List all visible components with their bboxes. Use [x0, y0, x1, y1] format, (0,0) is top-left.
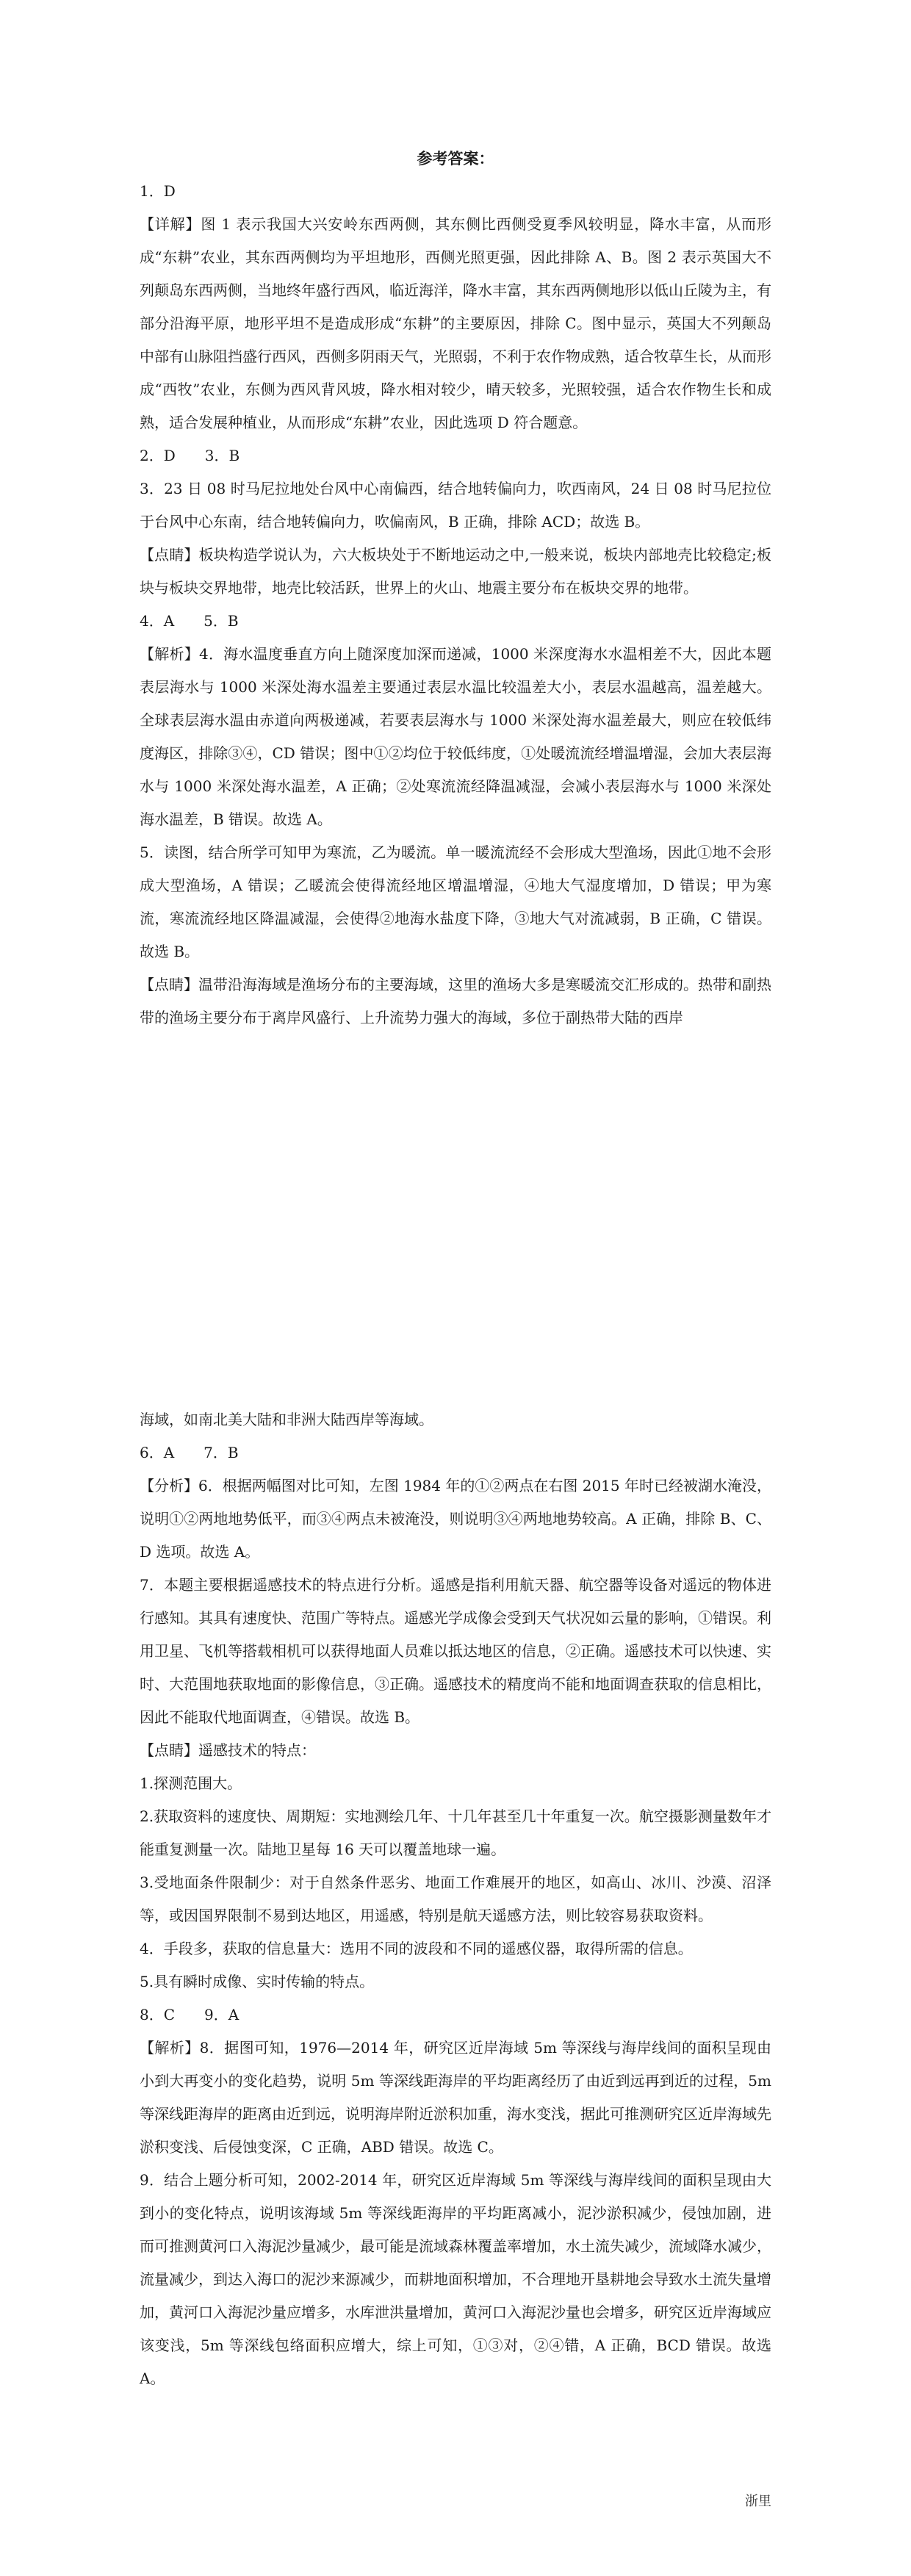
- explanation-paragraph: 3.受地面条件限制少：对于自然条件恶劣、地面工作难展开的地区，如高山、冰川、沙漠、沼泽等，或因国界限制不易到达地区，用遥感，特别是航天遥感方法，则比较容易获取资料。: [140, 1874, 771, 1924]
- explanation-paragraph: 【点睛】温带沿海海域是渔场分布的主要海域，这里的渔场大多是寒暖流交汇形成的。热带和副热带的渔场主要分布于离岸风盛行、上升流势力强大的海域，多位于副热带大陆的西岸: [140, 976, 771, 1026]
- answer-key-line: 2．D 3．B: [140, 447, 240, 464]
- explanation-paragraph: 3．23 日 08 时马尼拉地处台风中心南偏西，结合地转偏向力，吹西南风，24 日 08 时马尼拉位于台风中心东南，结合地转偏向力，吹偏南风，B 正确，排除 ACD；故选 B。: [140, 480, 771, 530]
- answer-key-line: 1．D: [140, 182, 176, 200]
- page-footer: 浙里: [745, 2494, 771, 2509]
- explanation-paragraph: 2.获取资料的速度快、周期短：实地测绘几年、十几年甚至几十年重复一次。航空摄影测量数年才能重复测量一次。陆地卫星每 16 天可以覆盖地球一遍。: [140, 1807, 771, 1858]
- explanation-paragraph: 【解析】8．据图可知，1976—2014 年，研究区近岸海域 5m 等深线与海岸线间的面积呈现由小到大再变小的变化趋势，说明 5m 等深线距海岸的平均距离经历了由近到远再到近的过程，5m 等深线距海岸的距离由近到远，说明海岸附近淤积加重，海水变浅，据此可推测研究区近岸海域先淤积变浅、后侵蚀变深，C 正确，ABD 错误。故选 C。: [140, 2039, 771, 2156]
- explanation-paragraph: 【分析】6．根据两幅图对比可知，左图 1984 年的①②两点在右图 2015 年时已经被湖水淹没，说明①②两地地势低平，而③④两点未被淹没，则说明③④两地地势较高。A 正确，排除 B、C、D 选项。故选 A。: [140, 1477, 771, 1561]
- explanation-paragraph: 1.探测范围大。: [140, 1774, 242, 1792]
- explanation-paragraph: 4．手段多，获取的信息量大：选用不同的波段和不同的遥感仪器，取得所需的信息。: [140, 1940, 693, 1957]
- explanation-paragraph: 海域，如南北美大陆和非洲大陆西岸等海域。: [140, 1411, 433, 1428]
- answer-block-lower: [140, 1403, 771, 2395]
- answer-key-line: 6．A 7．B: [140, 1444, 239, 1461]
- answer-block-upper: [140, 175, 771, 1035]
- explanation-paragraph: 5.具有瞬时成像、实时传输的特点。: [140, 1973, 375, 1990]
- page-title: 参考答案：: [417, 150, 494, 168]
- explanation-paragraph: 7．本题主要根据遥感技术的特点进行分析。遥感是指利用航天器、航空器等设备对遥远的物体进行感知。其具有速度快、范围广等特点。遥感光学成像会受到天气状况如云量的影响，①错误。利用卫星、飞机等搭载相机可以获得地面人员难以抵达地区的信息，②正确。遥感技术可以快速、实时、大范围地获取地面的影像信息，③正确。遥感技术的精度尚不能和地面调查获取的信息相比，因此不能取代地面调查，④错误。故选 B。: [140, 1576, 771, 1726]
- answer-key-line: 8．C 9．A: [140, 2006, 240, 2023]
- explanation-paragraph: 5．读图，结合所学可知甲为寒流，乙为暖流。单一暖流流经不会形成大型渔场，因此①地不会形成大型渔场，A 错误；乙暖流会使得流经地区增温增湿，④地大气湿度增加，D 错误；甲为寒流，寒流流经地区降温减湿，会使得②地海水盐度下降，③地大气对流减弱，B 正确，C 错误。故选 B。: [140, 843, 771, 960]
- explanation-paragraph: 【点睛】遥感技术的特点：: [140, 1741, 316, 1759]
- explanation-paragraph: 【详解】图 1 表示我国大兴安岭东西两侧，其东侧比西侧受夏季风较明显，降水丰富，从而形成“东耕”农业，其东西两侧均为平坦地形，西侧光照更强，因此排除 A、B。图 2 表示英国大不列颠岛东西两侧，当地终年盛行西风，临近海洋，降水丰富，其东西两侧地形以低山丘陵为主，有部分沿海平原，地形平坦不是造成形成“东耕”的主要原因，排除 C。图中显示，英国大不列颠岛中部有山脉阻挡盛行西风，西侧多阴雨天气，光照弱，不利于农作物成熟，适合牧草生长，从而形成“西牧”农业，东侧为西风背风坡，降水相对较少，晴天较多，光照较强，适合农作物生长和成熟，适合发展种植业，从而形成“东耕”农业，因此选项 D 符合题意。: [140, 215, 771, 431]
- explanation-paragraph: 9．结合上题分析可知，2002-2014 年，研究区近岸海域 5m 等深线与海岸线间的面积呈现由大到小的变化特点，说明该海域 5m 等深线距海岸的平均距离减小，泥沙淤积减少，侵蚀加剧，进而可推测黄河口入海泥沙量减少，最可能是流域森林覆盖率增加，水土流失减少，流域降水减少，流量减少，到达入海口的泥沙来源减少，而耕地面积增加，不合理地开垦耕地会导致水土流失量增加，黄河口入海泥沙量应增多，水库泄洪量增加，黄河口入海泥沙量也会增多，研究区近岸海域应该变浅，5m 等深线包络面积应增大，综上可知，①③对，②④错，A 正确，BCD 错误。故选 A。: [140, 2171, 771, 2387]
- explanation-paragraph: 【解析】4．海水温度垂直方向上随深度加深而递减，1000 米深度海水水温相差不大，因此本题表层海水与 1000 米深处海水温差主要通过表层水温比较温差大小，表层水温越高，温差越大。全球表层海水温由赤道向两极递减，若要表层海水与 1000 米深处海水温差最大，则应在较低纬度海区，排除③④，CD 错误；图中①②均位于较低纬度，①处暖流流经增温增湿，会加大表层海水与 1000 米深处海水温差，A 正确；②处寒流流经降温减湿，会减小表层海水与 1000 米深处海水温差，B 错误。故选 A。: [140, 645, 771, 828]
- explanation-paragraph: 【点睛】板块构造学说认为，六大板块处于不断地运动之中,一般来说，板块内部地壳比较稳定;板块与板块交界地带，地壳比较活跃，世界上的火山、地震主要分布在板块交界的地带。: [140, 546, 771, 597]
- answer-key-line: 4．A 5．B: [140, 612, 239, 630]
